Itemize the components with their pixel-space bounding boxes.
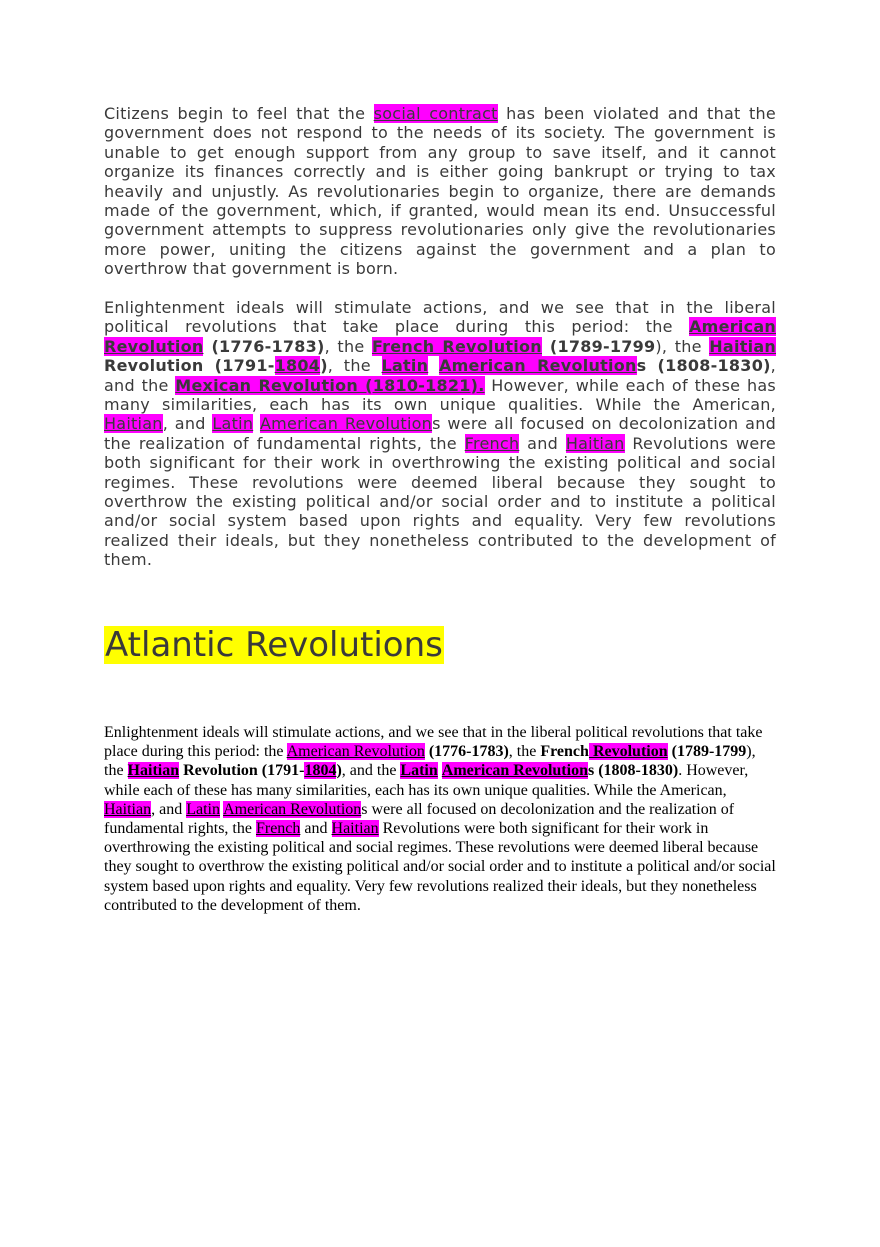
link-american-revolution-2[interactable]: American Revolution [223,800,362,818]
link-american-revolution-latin[interactable]: American Revolution [438,356,637,376]
section-heading: Atlantic Revolutions [105,625,443,665]
link-social-contract[interactable]: social contract [373,104,498,123]
paragraph-enlightenment-sans [104,298,776,570]
text: s were all focused on decolonization and the realization of fundamental rights, the [104,414,777,453]
text: , the [508,743,541,761]
text: s were all focused on decolonization and the realization of fundamental rights, the [104,800,735,838]
text: has been violated and that the government does not respond to the needs of its society. The government is unable to get enough support from any group to save itself, and it cannot organize its finances correctly and is either going bankrupt or trying to tax heavily and unjustly. As revolutionaries begin to organize, there are demands made of the government, which, if granted, would mean its end. Unsuccessful government attempts to suppress revolutionaries only give the revolutionaries more power, uniting the citizens against the government and a plan to overthrow that government is born. [104,104,777,279]
link-latin[interactable]: Latin [400,762,438,780]
text: , the [327,356,382,376]
link-mexican-revolution[interactable]: Mexican Revolution (1810-1821). [175,375,485,395]
text: . However, while each of these has many similarities, each has its own unique qualities. While the American, [104,762,749,799]
dates: (1776-1783) [203,336,325,356]
text: ), the [104,743,756,780]
text: , the [324,336,372,356]
link-haitian-2[interactable]: Haitian [104,800,152,818]
text: , and [162,414,213,434]
text: Citizens begin to feel that the [104,104,374,123]
link-1804[interactable]: 1804 [274,356,321,376]
link-american-revolution[interactable]: American Revolution [286,743,425,761]
link-haitian-3[interactable]: Haitian [331,820,379,838]
paragraph-social-contract [104,104,776,279]
link-french[interactable]: French [464,433,520,453]
text: ) [320,356,328,376]
text: , and the [341,762,401,780]
dates: s (1808-1830) [587,762,679,780]
link-haitian[interactable]: Haitian [709,336,777,356]
text: Revolutions were both significant for their work in overthrowing the existing political and social regimes. These revolutions were deemed liberal because they sought to overthrow the existing political and/or social order and to institute a political and/or social system based upon rights and equality. Very few revolutions realized their ideals, but they nonetheless contributed to the development of them. [104,820,776,914]
link-french-revolution[interactable]: French Revolution [371,336,542,356]
text: and [300,820,332,838]
link-latin-2[interactable]: Latin [186,800,220,818]
link-revolution[interactable]: Revolution [588,743,668,761]
paragraph-enlightenment-serif [104,723,776,915]
dates: (1776-1783) [424,743,509,761]
link-french[interactable]: French [255,820,301,838]
link-latin-2[interactable]: Latin [212,414,254,434]
text: Revolutions were both significant for their work in overthrowing the existing political and social regimes. These revolutions were deemed liberal because they sought to overthrow the existing political and/or social order and to institute a political and/or social system based upon rights and equality. Very few revolutions realized their ideals, but they nonetheless contributed to the development of them. [104,433,776,570]
link-haitian-3[interactable]: Haitian [565,433,625,453]
text: Revolution (1791- [179,762,305,780]
dates: s (1808-1830) [636,356,771,376]
link-american-revolution-latin[interactable]: American Revolution [441,762,588,780]
text: However, while each of these has many similarities, each has its own unique qualities. While the American, [104,375,776,415]
text: , and the [104,356,776,395]
text: Revolution (1791- [104,356,275,376]
text: , and [151,800,187,818]
link-latin[interactable]: Latin [381,356,429,376]
link-haitian-2[interactable]: Haitian [104,414,163,434]
text: ) [336,762,342,780]
link-1804[interactable]: 1804 [304,762,337,780]
link-haitian[interactable]: Haitian [127,762,180,780]
text: Enlightenment ideals will stimulate actions, and we see that in the liberal political revolutions that take place during this period: the [104,724,763,761]
text: Enlightenment ideals will stimulate actions, and we see that in the liberal political revolutions that take place during this period: the [104,298,776,337]
link-american-revolution-2[interactable]: American Revolution [259,414,433,434]
text: ), the [655,336,710,356]
dates: (1789-1799 [541,336,656,356]
text: and [519,433,566,453]
dates: (1789-1799 [667,743,747,761]
link-american-revolution[interactable]: American Revolution [104,317,776,356]
text: French [540,743,589,761]
